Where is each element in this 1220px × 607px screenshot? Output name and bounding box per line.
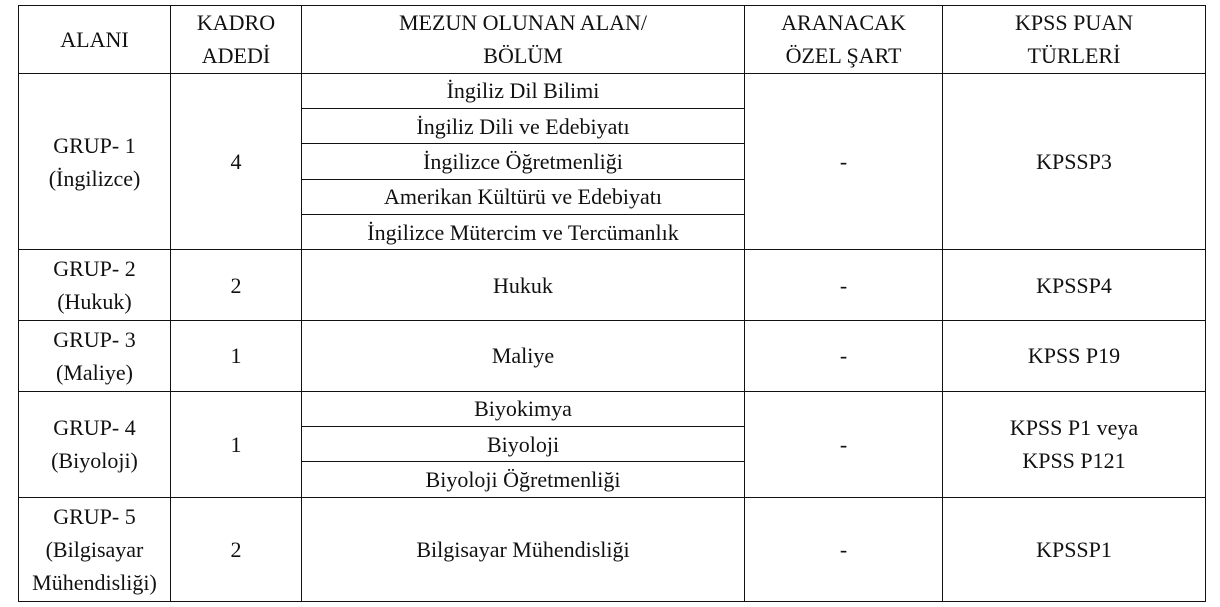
bolum-cell: İngilizce Mütercim ve Tercümanlık (302, 215, 745, 250)
alan-cell: GRUP- 4 (Biyoloji) (19, 391, 171, 497)
bolum-cell: Biyokimya (302, 391, 745, 426)
table-row (19, 250, 1206, 321)
table-row (19, 391, 1206, 426)
alan-cell: GRUP- 3 (Maliye) (19, 321, 171, 392)
table-row (19, 497, 1206, 601)
header-alan: ALANI (19, 6, 171, 74)
bolum-cell: Bilgisayar Mühendisliği (302, 497, 745, 601)
kpss-cell: KPSS P1 veya KPSS P121 (943, 391, 1206, 497)
sart-cell: - (745, 497, 943, 601)
sart-cell: - (745, 321, 943, 392)
kadro-cell: 2 (171, 250, 302, 321)
header-mezun: MEZUN OLUNAN ALAN/ BÖLÜM (302, 6, 745, 74)
alan-cell: GRUP- 1 (İngilizce) (19, 73, 171, 250)
bolum-cell: Amerikan Kültürü ve Edebiyatı (302, 179, 745, 214)
alan-cell: GRUP- 5 (Bilgisayar Mühendisliği) (19, 497, 171, 601)
kpss-cell: KPSSP3 (943, 73, 1206, 250)
bolum-cell: Biyoloji Öğretmenliği (302, 462, 745, 497)
sart-cell: - (745, 391, 943, 497)
header-aranacak: ARANACAK ÖZEL ŞART (745, 6, 943, 74)
header-kadro: KADRO ADEDİ (171, 6, 302, 74)
header-kpss: KPSS PUAN TÜRLERİ (943, 6, 1206, 74)
table-row (19, 321, 1206, 392)
bolum-cell: İngilizce Öğretmenliği (302, 144, 745, 179)
kadro-cell: 4 (171, 73, 302, 250)
bolum-cell: Biyoloji (302, 427, 745, 462)
sart-cell: - (745, 250, 943, 321)
table-row (19, 73, 1206, 108)
bolum-cell: Maliye (302, 321, 745, 392)
alan-cell: GRUP- 2 (Hukuk) (19, 250, 171, 321)
header-row (19, 6, 1206, 74)
kadro-table (18, 5, 1206, 602)
bolum-cell: İngiliz Dil Bilimi (302, 73, 745, 108)
kpss-cell: KPSS P19 (943, 321, 1206, 392)
kadro-cell: 2 (171, 497, 302, 601)
kpss-cell: KPSSP4 (943, 250, 1206, 321)
kpss-cell: KPSSP1 (943, 497, 1206, 601)
kadro-cell: 1 (171, 391, 302, 497)
bolum-cell: Hukuk (302, 250, 745, 321)
sart-cell: - (745, 73, 943, 250)
bolum-cell: İngiliz Dili ve Edebiyatı (302, 109, 745, 144)
kadro-cell: 1 (171, 321, 302, 392)
